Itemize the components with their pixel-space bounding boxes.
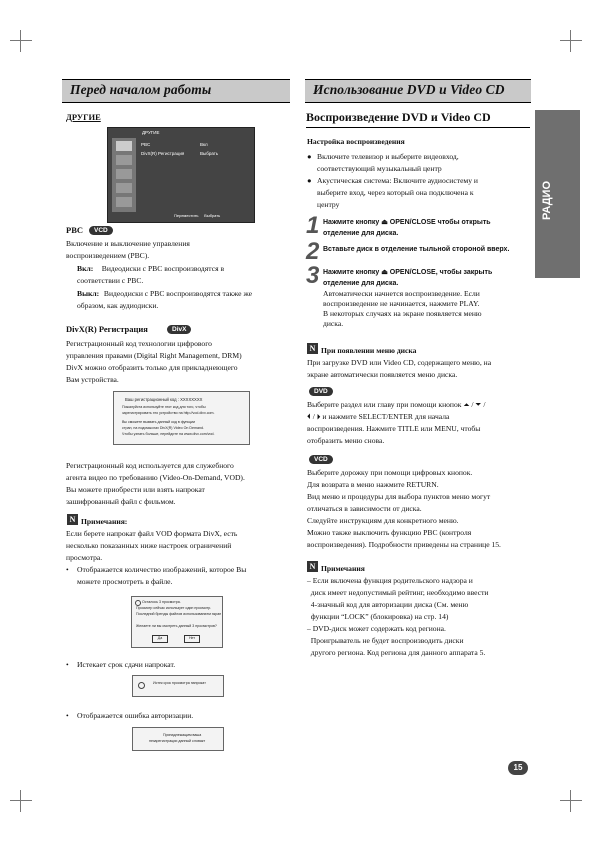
reg-screen-line-1: Ваш регистрационный код : XXXXXXXX <box>125 397 203 402</box>
notes-icon: N <box>307 561 318 572</box>
reg-screen-line-2: Пожалуйста используйте этот код для того, чтобы <box>122 405 206 409</box>
confirm-no-button[interactable]: Нет <box>184 635 200 643</box>
step-2-number: 2 <box>306 238 320 265</box>
pbc-title: PBC <box>66 225 83 235</box>
notes-line-1: – Если включена функция родительского надзора и <box>307 576 473 585</box>
setup-bullet-1-line-1: Включите телевизор и выберите видеовход, <box>317 152 459 161</box>
vcd-line-6: Можно также выключить функцию PBC (контроля <box>307 528 472 537</box>
vcd-line-4: отличаться в зависимости от диска. <box>307 504 422 513</box>
auth-line-2: незарегистрации данный словакт <box>149 739 206 743</box>
page-number: 15 <box>513 763 523 772</box>
bullet-1-line-1: Отображается количество изображений, которое Вы <box>77 565 247 574</box>
expired-clock-icon <box>138 682 145 689</box>
reg-screen-line-4: Вы сможете вызвать данный код в функции <box>122 420 196 424</box>
notes-line-7: другого региона. Код региона для данного аппарата 5. <box>307 648 486 657</box>
setup-bullet-1-line-2: соответствующий музыкальный центр <box>317 164 442 173</box>
right-header-title: Использование DVD и Video CD <box>313 82 505 97</box>
menu-icon-2 <box>116 155 132 165</box>
divx-line-4: Вам устройства. <box>66 375 119 384</box>
menu-row-pbc-value: Вкл <box>200 142 208 147</box>
step-3-line-1: Нажмите кнопку ⏏ OPEN/CLOSE, чтобы закрыть <box>323 269 493 276</box>
divx-badge: DivX <box>167 325 191 334</box>
reg-line-1: Регистрационный код используется для служебного <box>66 461 234 470</box>
bullet-2-text: Истекает срок сдачи напрокат. <box>77 660 176 669</box>
note-line-2: несколько показанных ниже настроек ограничений <box>66 541 232 550</box>
view-confirm-screen <box>131 596 223 648</box>
setup-bullet-2-line-2: выберите вход, через который она подключена к <box>317 188 474 197</box>
pbc-line-1: Включение и выключение управления <box>66 239 190 248</box>
confirm-yes-button[interactable]: Да <box>152 635 168 643</box>
pbc-badge: VCD <box>89 226 113 235</box>
menu-note-icon: N <box>307 343 318 354</box>
menu-icon-4 <box>116 183 132 193</box>
reg-line-2: агента видео по требованию (Video-On-Demand, VOD). <box>66 473 245 482</box>
reg-line-3: Вы можете приобрести или взять напрокат <box>66 485 205 494</box>
pbc-on-line-1: Видеодиски с PBC воспроизводятся в <box>98 264 225 273</box>
step-3-number: 3 <box>306 262 320 289</box>
page-number-badge <box>508 761 528 775</box>
pbc-on-label: Вкл: <box>77 264 94 273</box>
setup-bullet-2-line-3: центру <box>317 200 340 209</box>
note-line-1: Если берете напрокат файл VOD формата DivX, есть <box>66 529 238 538</box>
setup-title: Настройка воспроизведения <box>307 137 405 146</box>
left-section-header <box>62 79 290 103</box>
step-3-detail-2: воспроизведение не начинается, нажмите PLAY. <box>323 299 480 308</box>
divx-line-1: Регистрационный код технологии цифрового <box>66 339 212 348</box>
pbc-line-2: воспроизведением (PBC). <box>66 251 150 260</box>
pbc-off-label: Выкл: <box>77 289 100 298</box>
note-icon: N <box>67 514 78 525</box>
note-line-3: просмотра. <box>66 553 103 562</box>
vcd-line-1: Выберите дорожку при помощи цифровых кнопок. <box>307 468 473 477</box>
vcd-line-3: Вид меню и процедуры для выбора пунктов меню могут <box>307 492 491 501</box>
setup-bullet-1-dot: ● <box>307 152 312 161</box>
confirm-line-3: Последний бренды файлов использованием экран <box>136 612 222 616</box>
step-1-line-1: Нажмите кнопку ⏏ OPEN/CLOSE чтобы открыть <box>323 219 491 226</box>
bullet-3-text: Отображается ошибка авторизации. <box>77 711 194 720</box>
section-title-others: ДРУГИЕ <box>66 112 101 122</box>
menu-icon-1 <box>116 141 132 151</box>
registration-code-screen <box>113 391 250 445</box>
reg-screen-line-3: зарегистрировать это устройство на http://vod.divx.com. <box>122 411 215 415</box>
dvd-badge: DVD <box>309 387 333 396</box>
bullet-2-dot: • <box>66 660 69 669</box>
setup-bullet-2-dot: ● <box>307 176 312 185</box>
dvd-line-4: отобразить меню снова. <box>307 436 385 445</box>
menu-note-line-2: экране автоматически появляется меню диска. <box>307 370 458 379</box>
dvd-line-1: Выберите раздел или главу при помощи кнопок ⏶ / ⏷ / <box>307 400 486 409</box>
note-title: Примечания: <box>81 517 128 526</box>
step-3-detail-3: В некоторых случаях на экране появляется меню <box>323 309 482 318</box>
vcd-line-7: воспроизведения). Подробности приведены на странице 15. <box>307 540 501 549</box>
menu-icon-5 <box>116 197 132 207</box>
right-section-header <box>305 79 531 103</box>
bullet-3-dot: • <box>66 711 69 720</box>
divx-line-3: DivX можно отобразить только для прикладнеющего <box>66 363 238 372</box>
confirm-line-2: Просмотр сейчас использует один просмотр. <box>136 606 212 610</box>
side-tab-label: РАДИО <box>541 180 553 220</box>
reg-screen-line-5: стран, на подсмыслах DivX(R) Video On Demand. <box>122 426 204 430</box>
pbc-on-line-2: соответствии с PBC. <box>77 276 144 285</box>
bullet-1-dot: • <box>66 565 69 574</box>
right-title-rule <box>306 127 530 128</box>
menu-icon-3 <box>116 169 132 179</box>
confirm-line-4: Желаете ли вы смотреть данный 3 просмотров? <box>136 624 217 628</box>
step-2-line-1: Вставьте диск в отделение тыльной стороной вверх. <box>323 246 510 253</box>
menu-row-pbc-label: PBC <box>141 142 151 147</box>
expired-text: Истек срок просмотра напрокат <box>153 681 206 685</box>
notes-line-2: диск имеет недопустимый рейтинг, необходимо ввести <box>307 588 489 597</box>
left-header-title: Перед началом работы <box>70 82 212 97</box>
step-3-detail-1: Автоматически начнется воспроизведение. Если <box>323 289 480 298</box>
reg-screen-line-6: Чтобы узнать больше, перейдите на www.divx.com/vod. <box>122 432 215 436</box>
side-tab <box>535 110 580 278</box>
setup-bullet-2-line-1: Акустическая система: Включите аудиосистему и <box>317 176 478 185</box>
dvd-line-3: воспроизведения. Нажмите TITLE или MENU, чтобы <box>307 424 481 433</box>
notes-title: Примечания <box>321 564 365 573</box>
right-title: Воспроизведение DVD и Video CD <box>306 110 491 124</box>
vcd-line-2: Для возврата в меню нажмите RETURN. <box>307 480 439 489</box>
menu-row-divx-value: Выбрать <box>200 151 219 156</box>
menu-screen-footer: Переместить Выбрать <box>174 213 221 218</box>
step-1-line-2: отделение для диска. <box>323 230 399 237</box>
notes-line-4: функции “LOCK” (блокировка) на стр. 14) <box>307 612 449 621</box>
vcd-line-5: Следуйте инструкциям для конкретного меню. <box>307 516 459 525</box>
notes-line-3: 4-значный код для авторизации диска (См. меню <box>307 600 469 609</box>
rental-expired-screen <box>132 675 224 697</box>
step-3-line-2: отделение для диска. <box>323 280 399 287</box>
pbc-off-line-2: образом, как аудиодиски. <box>77 301 159 310</box>
divx-line-2: управления правами (Digital Right Management, DRM) <box>66 351 242 360</box>
menu-note-line-1: При загрузке DVD или Video CD, содержащего меню, на <box>307 358 492 367</box>
menu-note-title: При появлении меню диска <box>321 346 417 355</box>
reg-line-4: зашифрованный файл с фильмом. <box>66 497 176 506</box>
pbc-off-line-1: Видеодиски с PBC воспроизводятся также же <box>102 289 252 298</box>
auth-error-screen <box>132 727 224 751</box>
confirm-line-1: Осталось 3 просмотра. <box>142 600 181 604</box>
auth-line-1: Принадлежащим ваша <box>163 733 202 737</box>
bullet-1-line-2: можете просмотреть в файле. <box>77 577 173 586</box>
notes-line-5: – DVD-диск может содержать код региона. <box>307 624 446 633</box>
dvd-line-2: ⏴ / ⏵ и нажмите SELECT/ENTER для начала <box>307 412 450 421</box>
divx-title: DivX(R) Регистрация <box>66 324 148 334</box>
menu-row-divx-label: DivX(R) Регистрация <box>141 151 185 156</box>
step-3-detail-4: диска. <box>323 319 344 328</box>
step-1-number: 1 <box>306 212 320 239</box>
others-menu-screen <box>107 127 255 223</box>
vcd-badge: VCD <box>309 455 333 464</box>
notes-line-6: Проигрыватель не будет воспроизводить диски <box>307 636 464 645</box>
menu-screen-title: ДРУГИЕ <box>142 130 160 135</box>
